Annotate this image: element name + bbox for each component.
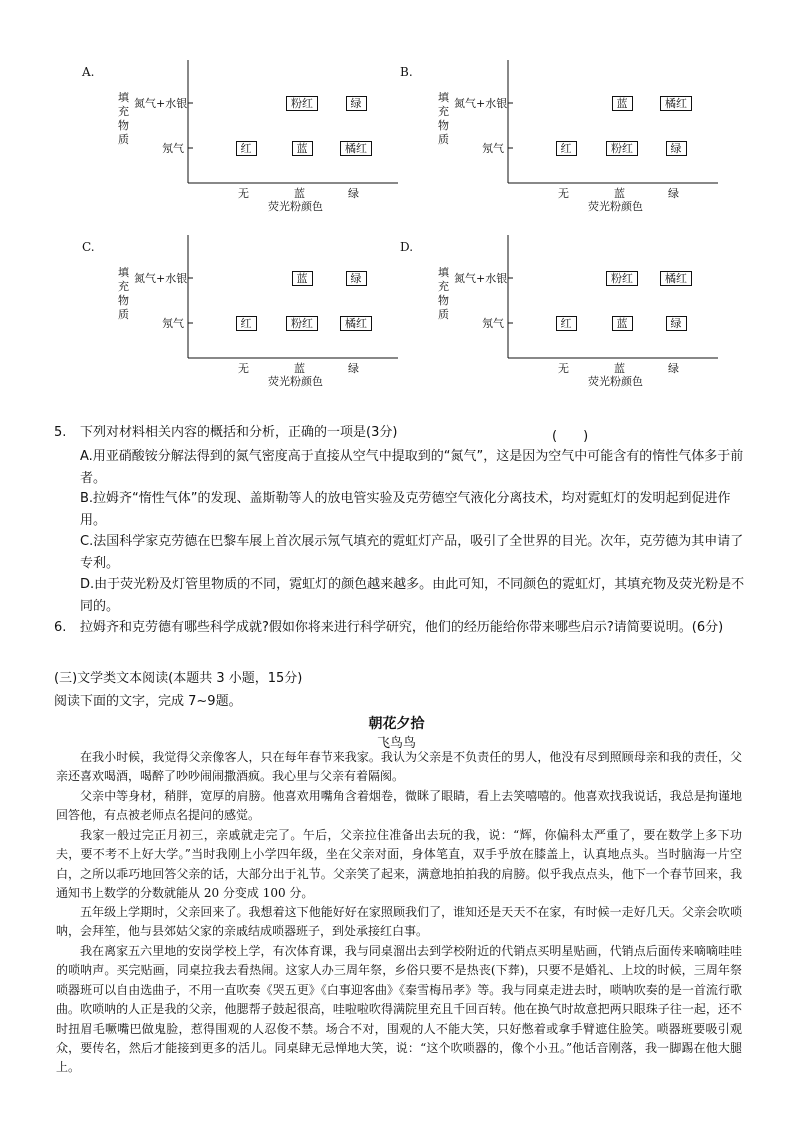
y-category-bottom: 氖气 (162, 142, 184, 155)
color-box: 绿 (346, 271, 367, 286)
y-axis-title-char: 填 (118, 91, 129, 104)
color-box: 红 (236, 141, 257, 156)
chart-option-label: B. (400, 65, 413, 79)
y-axis-title-char: 质 (118, 308, 129, 321)
color-box: 红 (556, 316, 577, 331)
color-box: 红 (236, 316, 257, 331)
y-category-bottom: 氖气 (482, 317, 504, 330)
color-box: 粉红 (286, 316, 318, 331)
color-box: 蓝 (612, 96, 633, 111)
answer-chart-c (78, 230, 448, 395)
x-category: 无 (238, 187, 249, 200)
y-axis-title-char: 物 (438, 119, 449, 132)
story-paragraph-1: 在我小时候，我觉得父亲像客人，只在每年春节来我家。我认为父亲是不负责任的男人，他没有尽到照顾母亲和我的责任，父亲还喜欢喝酒，喝醉了吵吵闹闹撒酒疯。我心里与父亲有着隔阂。 (56, 750, 742, 784)
reading-instruction: 阅读下面的文字，完成 7~9题。 (54, 694, 242, 709)
x-category: 绿 (348, 362, 359, 375)
color-box: 粉红 (606, 141, 638, 156)
x-category: 绿 (668, 187, 679, 200)
story-paragraph-5: 我在离家五六里地的安岗学校上学，有次体育课，我与同桌溜出去到学校附近的代销点买明星贴画，代销点后面传来嘀嘀哇哇的唢呐声。买完贴画，同桌拉我去看热闹。这家人办三周年祭，乡俗只要不是热丧(下葬)，只要不是婚礼、上坟的时候，三周年祭唢器班可以自由选曲子，不用一直吹奏《哭五更》《白事迎客曲》《秦雪梅吊孝》等。我与同桌走进去时，唢呐吹奏的是一首流行歌曲。吹唢呐的人正是我的父亲，他腮帮子鼓起很高，哇啦啦吹得满院里充且千回百转。他在换气时故意把两只眼珠子往一起，还不时扭眉毛噘嘴巴做鬼脸，惹得围观的人忍俊不禁。场合不对，围观的人不能大笑，只好憋着或拿手臂遮住脸笑。唢器班要吸引观众，要传名，然后才能接到更多的活儿。同桌肆无忌惮地大笑，说：“这个吹唢器的，像个小丑。”他话音刚落，我一脚踢在他大腿上。 (56, 944, 742, 1075)
color-box: 蓝 (612, 316, 633, 331)
x-category: 绿 (668, 362, 679, 375)
y-axis-title-char: 填 (438, 91, 449, 104)
chart-axes (78, 230, 448, 395)
y-axis-title (438, 266, 450, 322)
y-category-top: 氮气+水银 (134, 272, 188, 285)
chart-option-label: A. (82, 65, 95, 79)
color-box: 橘红 (340, 141, 372, 156)
y-axis-title-char: 充 (438, 105, 449, 118)
x-category: 无 (238, 362, 249, 375)
y-axis-title-char: 质 (438, 308, 449, 321)
y-axis-title-char: 物 (118, 119, 129, 132)
x-category: 蓝 (614, 362, 625, 375)
color-box: 红 (556, 141, 577, 156)
y-axis-title-char: 质 (438, 133, 449, 146)
story-paragraph-4: 五年级上学期时，父亲回来了。我想着这下他能好好在家照顾我们了，谁知还是天天不在家，有时候一走好几天。父亲会吹唢呐，会拜笙，他与县郊姑父家的亲戚结成唢器班子，到处承接红白事。 (56, 905, 742, 939)
story-author: 飞鸟鸟 (376, 736, 416, 751)
q6-number: 6. (54, 620, 67, 635)
x-category: 蓝 (294, 187, 305, 200)
story-paragraph-3: 我家一般过完正月初三，亲戚就走完了。午后，父亲拉住准备出去玩的我，说：“辉，你偏科太严重了，要在数学上多下功夫，要不考不上好大学。”当时我刚上小学四年级，坐在父亲对面，身体笔直，双手乎放在膝盖上，认真地点头。当时脑海一片空白，之所以乖巧地回答父亲的话，大部分出于礼节。父亲笑了起来，满意地拍拍我的肩膀。似乎我点点头，他下一个春节回来，我通知书上数学的分数就能从 20 分变成 100 分。 (56, 828, 742, 901)
y-axis-title-char: 充 (118, 280, 129, 293)
color-box: 橘红 (660, 271, 692, 286)
color-box: 蓝 (292, 141, 313, 156)
x-axis-title: 荧光粉颜色 (268, 375, 323, 388)
chart-axes (398, 230, 768, 395)
chart-axes (78, 55, 448, 220)
x-axis-title: 荧光粉颜色 (588, 375, 643, 388)
color-box: 橘红 (660, 96, 692, 111)
y-axis-title-char: 填 (438, 266, 449, 279)
color-box: 蓝 (292, 271, 313, 286)
q5-option-a: A.用亚硝酸铵分解法得到的氮气密度高于直接从空气中提取到的“氮气”，这是因为空气中可能含有的惰性气体多于前者。 (80, 449, 744, 486)
color-box: 绿 (666, 316, 687, 331)
q5-option-d: D.由于荧光粉及灯管里物质的不同，霓虹灯的颜色越来越多。由此可知，不同颜色的霓虹灯，其填充物及荧光粉是不同的。 (80, 577, 745, 614)
color-box: 绿 (346, 96, 367, 111)
y-category-top: 氮气+水银 (454, 272, 508, 285)
x-category: 蓝 (294, 362, 305, 375)
q5-option-c: C.法国科学家克劳德在巴黎车展上首次展示氖气填充的霓虹灯产品，吸引了全世界的目光。次年，克劳德为其申请了专利。 (80, 534, 744, 571)
chart-axes (398, 55, 768, 220)
y-category-bottom: 氖气 (482, 142, 504, 155)
x-category: 蓝 (614, 187, 625, 200)
q5-answer-paren: ( ) (552, 429, 589, 444)
q5-stem: 下列对材料相关内容的概括和分析，正确的一项是(3分) (80, 425, 398, 440)
y-axis-title-char: 填 (118, 266, 129, 279)
x-category: 无 (558, 187, 569, 200)
x-category: 无 (558, 362, 569, 375)
story-title: 朝花夕拾 (368, 716, 425, 732)
answer-chart-d (398, 230, 768, 395)
y-axis-title-char: 物 (118, 294, 129, 307)
q6-stem: 拉姆齐和克劳德有哪些科学成就?假如你将来进行科学研究，他们的经历能给你带来哪些启示?请简要说明。(6分) (80, 620, 724, 635)
y-axis-title (438, 91, 450, 147)
x-axis-title: 荧光粉颜色 (588, 200, 643, 213)
y-axis-title (118, 266, 130, 322)
color-box: 粉红 (606, 271, 638, 286)
color-box: 粉红 (286, 96, 318, 111)
x-category: 绿 (348, 187, 359, 200)
answer-chart-a (78, 55, 448, 220)
q5-number: 5. (54, 425, 67, 440)
color-box: 绿 (666, 141, 687, 156)
chart-option-label: D. (400, 240, 414, 254)
y-axis-title-char: 充 (438, 280, 449, 293)
color-box: 橘红 (340, 316, 372, 331)
y-axis-title-char: 物 (438, 294, 449, 307)
y-axis-title-char: 充 (118, 105, 129, 118)
y-axis-title (118, 91, 130, 147)
answer-chart-b (398, 55, 768, 220)
q5-option-b: B.拉姆齐“惰性气体”的发现、盖斯勒等人的放电管实验及克劳德空气液化分离技术，均对霓虹灯的发明起到促进作用。 (80, 491, 731, 528)
y-category-top: 氮气+水银 (454, 97, 508, 110)
y-category-bottom: 氖气 (162, 317, 184, 330)
y-category-top: 氮气+水银 (134, 97, 188, 110)
x-axis-title: 荧光粉颜色 (268, 200, 323, 213)
story-paragraph-2: 父亲中等身材，稍胖，宽厚的肩膀。他喜欢用嘴角含着烟卷，微眯了眼睛，看上去笑嘻嘻的。他喜欢找我说话，我总是拘谨地回答他，有点被老师点名提问的感觉。 (56, 789, 742, 823)
chart-option-label: C. (82, 240, 95, 254)
section-heading: (三)文学类文本阅读(本题共 3 小题，15分) (54, 671, 303, 686)
y-axis-title-char: 质 (118, 133, 129, 146)
